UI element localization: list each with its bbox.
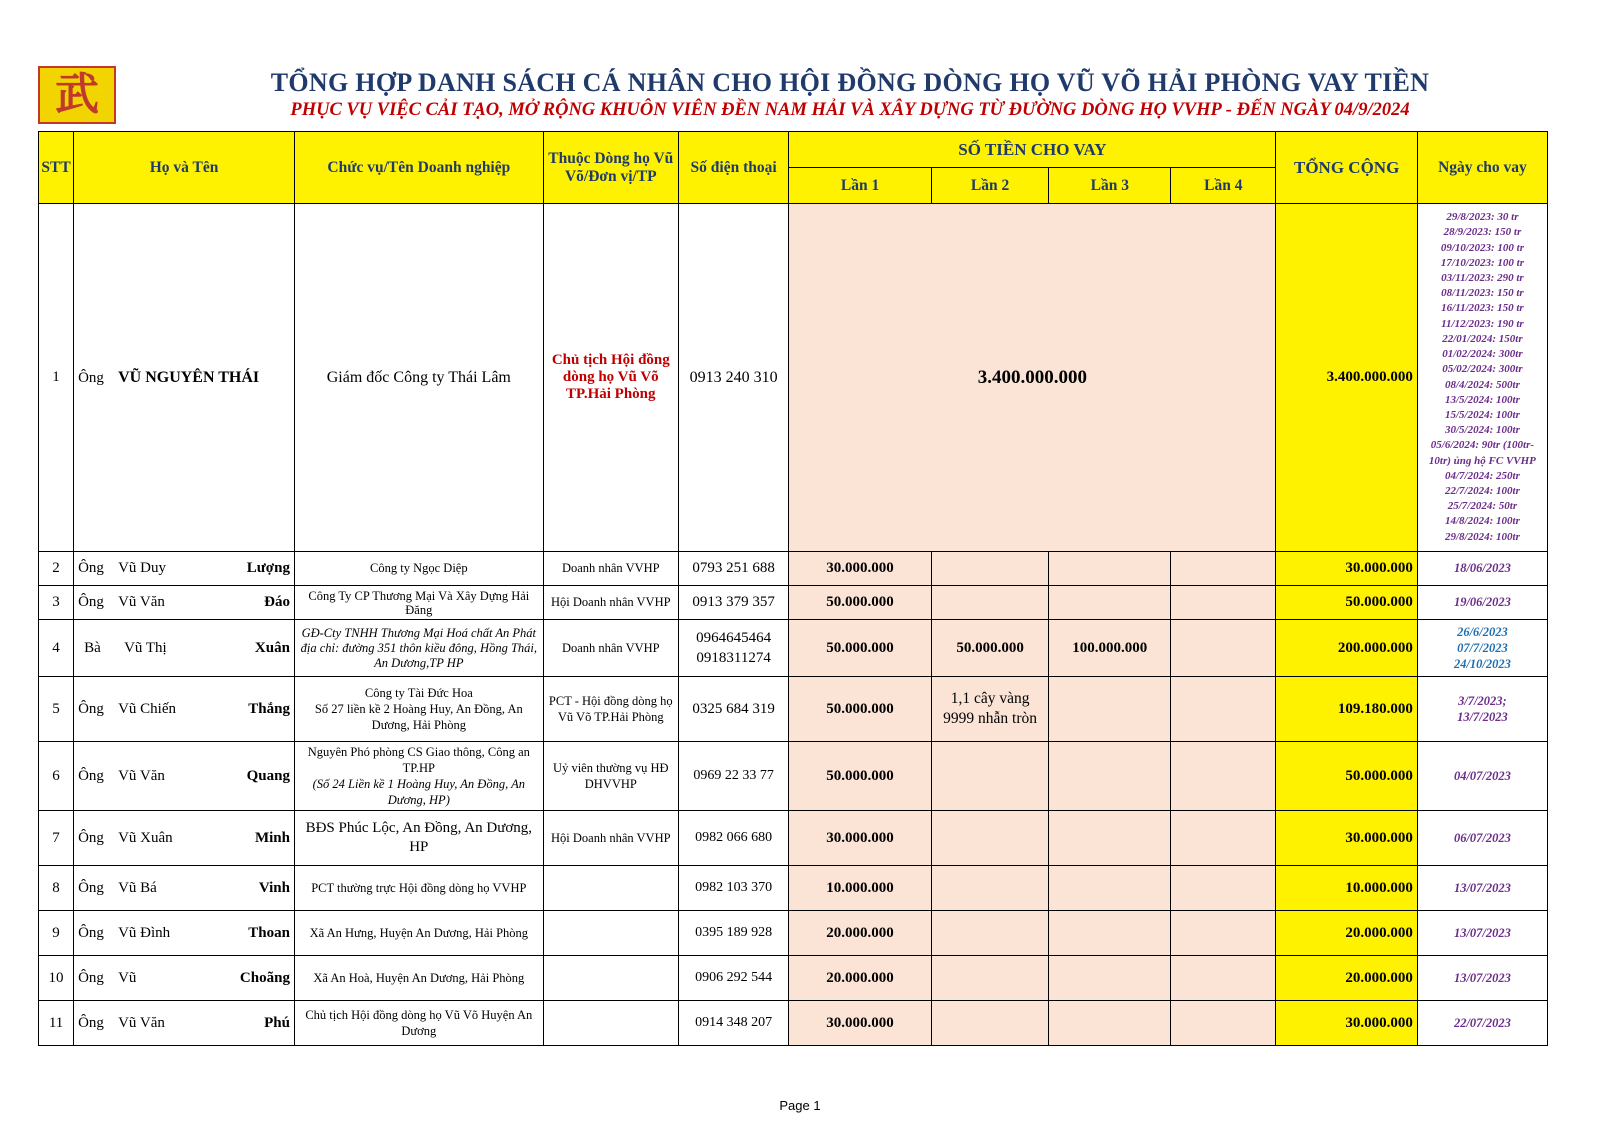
row-lan-2 <box>931 552 1049 586</box>
row-loan-dates <box>1417 620 1547 677</box>
table-row <box>39 956 1548 1001</box>
row-stt: 1 <box>39 204 74 552</box>
row-total: 50.000.000 <box>1276 586 1417 620</box>
loan-date-entry: 22/7/2024: 100tr <box>1444 484 1520 497</box>
row-lan-4 <box>1171 911 1276 956</box>
row-honorific: Ông <box>78 700 104 717</box>
row-given-name: Vinh <box>258 879 290 896</box>
table-row <box>39 742 1548 811</box>
row-position <box>294 677 543 742</box>
row-stt: 9 <box>39 911 74 956</box>
page-title: TỔNG HỢP DANH SÁCH CÁ NHÂN CHO HỘI ĐỒNG DÒNG HỌ VŨ VÕ HẢI PHÒNG VAY TIỀN <box>270 68 1430 97</box>
page-subtitle: PHỤC VỤ VIỆC CẢI TẠO, MỞ RỘNG KHUÔN VIÊN ĐỀN NAM HẢI VÀ XÂY DỰNG TỪ ĐƯỜNG DÒNG HỌ VVHP - ĐẾN NGÀY 04/9/2024 <box>290 100 1410 120</box>
loan-date-entry: 05/6/2024: 90tr (100tr-10tr) ủng hộ FC VVHP <box>1428 439 1536 467</box>
header-lan-2: Lần 2 <box>931 168 1049 204</box>
row-stt: 8 <box>39 866 74 911</box>
row-honorific: Ông <box>78 560 104 576</box>
row-lan-2: 1,1 cây vàng 9999 nhẫn tròn <box>931 677 1049 742</box>
row-middle-name: Vũ Xuân <box>118 829 173 846</box>
row-name <box>74 620 295 677</box>
row-honorific: Ông <box>78 879 104 896</box>
row-phone: 0913 379 357 <box>678 586 788 620</box>
loan-date-entry: 15/5/2024: 100tr <box>1444 408 1520 421</box>
row-honorific: Ông <box>78 924 104 941</box>
row-lan-3 <box>1049 742 1171 811</box>
header-total: TỔNG CỘNG <box>1276 132 1417 204</box>
row-stt: 11 <box>39 1001 74 1046</box>
row-lan-4 <box>1171 552 1276 586</box>
row-name <box>74 811 295 866</box>
table-row <box>39 204 1548 552</box>
row-middle-name: Vũ Đình <box>118 924 171 941</box>
row-merged-loan-amount: 3.400.000.000 <box>789 204 1276 552</box>
row-total: 109.180.000 <box>1276 677 1417 742</box>
row-middle-name: Vũ Văn <box>118 1014 165 1031</box>
table-row <box>39 552 1548 586</box>
header-name: Họ và Tên <box>74 132 295 204</box>
row-position: Chủ tịch Hội đồng dòng họ Vũ Võ Huyện An Dương <box>294 1001 543 1046</box>
row-given-name: Xuân <box>254 639 290 656</box>
row-stt: 2 <box>39 552 74 586</box>
row-stt: 3 <box>39 586 74 620</box>
row-position: GĐ-Cty TNHH Thương Mại Hoá chất An Phát địa chỉ: đường 351 thôn kiều đông, Hồng Thái, An Dương,TP HP <box>294 620 543 677</box>
row-loan-date-3: 24/10/2023 <box>1453 657 1511 671</box>
row-loan-date: 18/06/2023 <box>1417 552 1547 586</box>
row-honorific: Bà <box>84 639 101 656</box>
row-lan-3: 100.000.000 <box>1049 620 1171 677</box>
row-loan-dates <box>1417 204 1547 552</box>
row-lan-2 <box>931 742 1049 811</box>
row-clan: PCT - Hội đồng dòng họ Vũ Võ TP.Hải Phòng <box>543 677 678 742</box>
row-lan-2 <box>931 586 1049 620</box>
row-lan-3 <box>1049 677 1171 742</box>
row-loan-date-2: 07/7/2023 <box>1457 641 1508 655</box>
row-given-name: Choãng <box>239 969 290 986</box>
header-loan-date: Ngày cho vay <box>1417 132 1547 204</box>
row-honorific: Ông <box>78 1014 104 1031</box>
header-loan-amount: SỐ TIỀN CHO VAY <box>789 132 1276 168</box>
row-name <box>74 586 295 620</box>
loan-date-entry: 16/11/2023: 150 tr <box>1441 302 1524 315</box>
row-lan-1: 50.000.000 <box>789 677 931 742</box>
row-title: Nguyên Phó phòng CS Giao thông, Công an TP.HP <box>307 745 530 775</box>
loan-dates-list <box>1420 210 1545 544</box>
loan-date-entry: 13/5/2024: 100tr <box>1444 393 1520 406</box>
row-phone: 0793 251 688 <box>678 552 788 586</box>
row-lan-2 <box>931 1001 1049 1046</box>
row-name <box>74 552 295 586</box>
row-clan <box>543 866 678 911</box>
row-lan-3 <box>1049 956 1171 1001</box>
row-name <box>74 742 295 811</box>
row-phone: 0906 292 544 <box>678 956 788 1001</box>
row-stt: 7 <box>39 811 74 866</box>
row-given-name: Đáo <box>264 594 290 610</box>
table-row <box>39 911 1548 956</box>
row-total: 30.000.000 <box>1276 1001 1417 1046</box>
row-total: 50.000.000 <box>1276 742 1417 811</box>
loan-date-entry: 08/11/2023: 150 tr <box>1441 287 1524 300</box>
row-lan-1: 10.000.000 <box>789 866 931 911</box>
row-lan-1: 50.000.000 <box>789 742 931 811</box>
row-clan: Doanh nhân VVHP <box>543 552 678 586</box>
row-lan-2 <box>931 956 1049 1001</box>
row-clan: Chủ tịch Hội đồng dòng họ Vũ Võ TP.Hải Phòng <box>543 204 678 552</box>
row-lan-2 <box>931 866 1049 911</box>
row-lan-4 <box>1171 811 1276 866</box>
logo-glyph: 武 <box>55 70 99 119</box>
row-company: Công ty Tài Đức Hoa <box>364 686 473 700</box>
loan-date-entry: 09/10/2023: 100 tr <box>1440 241 1524 254</box>
row-loan-date: 13/07/2023 <box>1417 911 1547 956</box>
row-middle-name: Vũ Duy <box>118 560 166 576</box>
row-phone: 0969 22 33 77 <box>678 742 788 811</box>
row-honorific: Ông <box>78 369 104 386</box>
row-total: 20.000.000 <box>1276 956 1417 1001</box>
header-stt: STT <box>39 132 74 204</box>
row-total: 200.000.000 <box>1276 620 1417 677</box>
row-given-name: Thắng <box>248 700 290 717</box>
loan-date-entry: 08/4/2024: 500tr <box>1444 378 1520 391</box>
row-middle-name: Vũ Văn <box>118 594 165 610</box>
loan-date-entry: 29/8/2023: 30 tr <box>1446 211 1519 224</box>
row-position: PCT thường trực Hội đồng dòng họ VVHP <box>294 866 543 911</box>
row-lan-4 <box>1171 956 1276 1001</box>
row-stt: 6 <box>39 742 74 811</box>
row-lan-3 <box>1049 911 1171 956</box>
row-stt: 5 <box>39 677 74 742</box>
row-name <box>74 677 295 742</box>
loan-date-entry: 05/02/2024: 300tr <box>1442 363 1523 376</box>
loan-date-entry: 30/5/2024: 100tr <box>1444 424 1520 437</box>
row-loan-date: 13/07/2023 <box>1417 956 1547 1001</box>
loan-date-entry: 25/7/2024: 50tr <box>1447 500 1518 513</box>
header-lan-3: Lần 3 <box>1049 168 1171 204</box>
row-loan-date: 06/07/2023 <box>1417 811 1547 866</box>
row-given-name: Minh <box>254 829 290 846</box>
row-phone: 0913 240 310 <box>678 204 788 552</box>
row-clan: Uỷ viên thường vụ HĐ DHVVHP <box>543 742 678 811</box>
row-middle-name: Vũ <box>118 969 137 986</box>
row-position: Công ty Ngọc Diệp <box>294 552 543 586</box>
row-clan <box>543 911 678 956</box>
row-given-name: Phú <box>264 1014 290 1031</box>
row-position: Giám đốc Công ty Thái Lâm <box>294 204 543 552</box>
row-name <box>74 911 295 956</box>
row-lan-1: 30.000.000 <box>789 552 931 586</box>
row-clan: Hội Doanh nhân VVHP <box>543 811 678 866</box>
row-clan: Hội Doanh nhân VVHP <box>543 586 678 620</box>
row-name <box>74 1001 295 1046</box>
loan-date-entry: 17/10/2023: 100 tr <box>1440 256 1524 269</box>
row-phone: 0982 103 370 <box>678 866 788 911</box>
row-lan-4 <box>1171 866 1276 911</box>
row-loan-date: 04/07/2023 <box>1417 742 1547 811</box>
table-row <box>39 866 1548 911</box>
row-phone-1: 0964645464 <box>696 630 772 646</box>
row-lan-3 <box>1049 811 1171 866</box>
row-loan-date: 13/07/2023 <box>1417 866 1547 911</box>
row-phone-2: 0918311274 <box>696 650 771 666</box>
row-lan-1: 20.000.000 <box>789 911 931 956</box>
row-lan-1: 30.000.000 <box>789 811 931 866</box>
loan-date-entry: 11/12/2023: 190 tr <box>1441 317 1524 330</box>
row-lan-1: 50.000.000 <box>789 586 931 620</box>
row-lan-1: 50.000.000 <box>789 620 931 677</box>
row-loan-date-1: 3/7/2023; <box>1458 694 1507 708</box>
row-loan-date: 22/07/2023 <box>1417 1001 1547 1046</box>
row-middle-name: Vũ Văn <box>118 767 165 784</box>
row-honorific: Ông <box>78 829 104 846</box>
loan-table <box>38 131 1548 1046</box>
table-row <box>39 586 1548 620</box>
row-phone: 0395 189 928 <box>678 911 788 956</box>
row-address: Số 27 liền kề 2 Hoàng Huy, An Đồng, An Dương, Hải Phòng <box>314 702 523 732</box>
row-stt: 4 <box>39 620 74 677</box>
row-lan-1: 20.000.000 <box>789 956 931 1001</box>
row-clan: Doanh nhân VVHP <box>543 620 678 677</box>
row-name <box>74 204 295 552</box>
loan-date-entry: 01/02/2024: 300tr <box>1442 348 1523 361</box>
loan-date-entry: 04/7/2024: 250tr <box>1444 469 1520 482</box>
table-row <box>39 620 1548 677</box>
row-loan-date: 19/06/2023 <box>1417 586 1547 620</box>
row-given-name: Quang <box>246 767 290 784</box>
row-lan-4 <box>1171 742 1276 811</box>
row-lan-4 <box>1171 620 1276 677</box>
row-lan-1: 30.000.000 <box>789 1001 931 1046</box>
header-clan: Thuộc Dòng họ Vũ Võ/Đơn vị/TP <box>543 132 678 204</box>
row-phone: 0325 684 319 <box>678 677 788 742</box>
row-position <box>294 742 543 811</box>
row-full-name: VŨ NGUYÊN THÁI <box>118 368 260 386</box>
header-position: Chức vụ/Tên Doanh nghiệp <box>294 132 543 204</box>
header-lan-1: Lần 1 <box>789 168 931 204</box>
row-address: (Số 24 Liền kề 1 Hoàng Huy, An Đồng, An Dương, HP) <box>312 777 525 807</box>
header-lan-4: Lần 4 <box>1171 168 1276 204</box>
row-total: 3.400.000.000 <box>1276 204 1417 552</box>
table-row <box>39 811 1548 866</box>
row-loan-date-2: 13/7/2023 <box>1457 710 1508 724</box>
loan-date-entry: 22/01/2024: 150tr <box>1442 332 1523 345</box>
row-middle-name: Vũ Bá <box>118 879 157 896</box>
row-given-name: Lượng <box>246 560 290 576</box>
row-lan-2 <box>931 811 1049 866</box>
row-middle-name: Vũ Thị <box>124 639 167 656</box>
row-lan-2 <box>931 911 1049 956</box>
row-total: 10.000.000 <box>1276 866 1417 911</box>
loan-date-entry: 14/8/2024: 100tr <box>1444 515 1520 528</box>
table-row <box>39 1001 1548 1046</box>
loan-date-entry: 03/11/2023: 290 tr <box>1441 272 1524 285</box>
table-row <box>39 677 1548 742</box>
header-phone: Số điện thoại <box>678 132 788 204</box>
row-total: 30.000.000 <box>1276 811 1417 866</box>
row-clan <box>543 956 678 1001</box>
row-phone <box>678 620 788 677</box>
row-lan-3 <box>1049 1001 1171 1046</box>
row-middle-name: Vũ Chiến <box>118 700 176 717</box>
row-position: Xã An Hưng, Huyện An Dương, Hải Phòng <box>294 911 543 956</box>
row-phone: 0914 348 207 <box>678 1001 788 1046</box>
row-position: BĐS Phúc Lộc, An Đồng, An Dương, HP <box>294 811 543 866</box>
row-clan <box>543 1001 678 1046</box>
row-stt: 10 <box>39 956 74 1001</box>
row-lan-2: 50.000.000 <box>931 620 1049 677</box>
loan-date-entry: 28/9/2023: 150 tr <box>1443 226 1522 239</box>
row-total: 20.000.000 <box>1276 911 1417 956</box>
row-lan-4 <box>1171 1001 1276 1046</box>
row-honorific: Ông <box>78 767 104 784</box>
row-lan-3 <box>1049 552 1171 586</box>
row-phone: 0982 066 680 <box>678 811 788 866</box>
row-honorific: Ông <box>78 594 104 610</box>
row-given-name: Thoan <box>248 924 290 941</box>
page-footer: Page 1 <box>779 1098 821 1113</box>
row-name <box>74 866 295 911</box>
row-honorific: Ông <box>78 969 104 986</box>
loan-date-entry: 29/8/2024: 100tr <box>1444 530 1520 543</box>
clan-logo <box>38 66 116 124</box>
row-loan-dates <box>1417 677 1547 742</box>
row-position: Xã An Hoà, Huyện An Dương, Hải Phòng <box>294 956 543 1001</box>
row-name <box>74 956 295 1001</box>
row-position: Công Ty CP Thương Mại Và Xây Dựng Hải Đăng <box>294 586 543 620</box>
row-loan-date-1: 26/6/2023 <box>1457 625 1508 639</box>
row-lan-3 <box>1049 586 1171 620</box>
row-total: 30.000.000 <box>1276 552 1417 586</box>
row-lan-4 <box>1171 586 1276 620</box>
row-lan-4 <box>1171 677 1276 742</box>
row-lan-3 <box>1049 866 1171 911</box>
